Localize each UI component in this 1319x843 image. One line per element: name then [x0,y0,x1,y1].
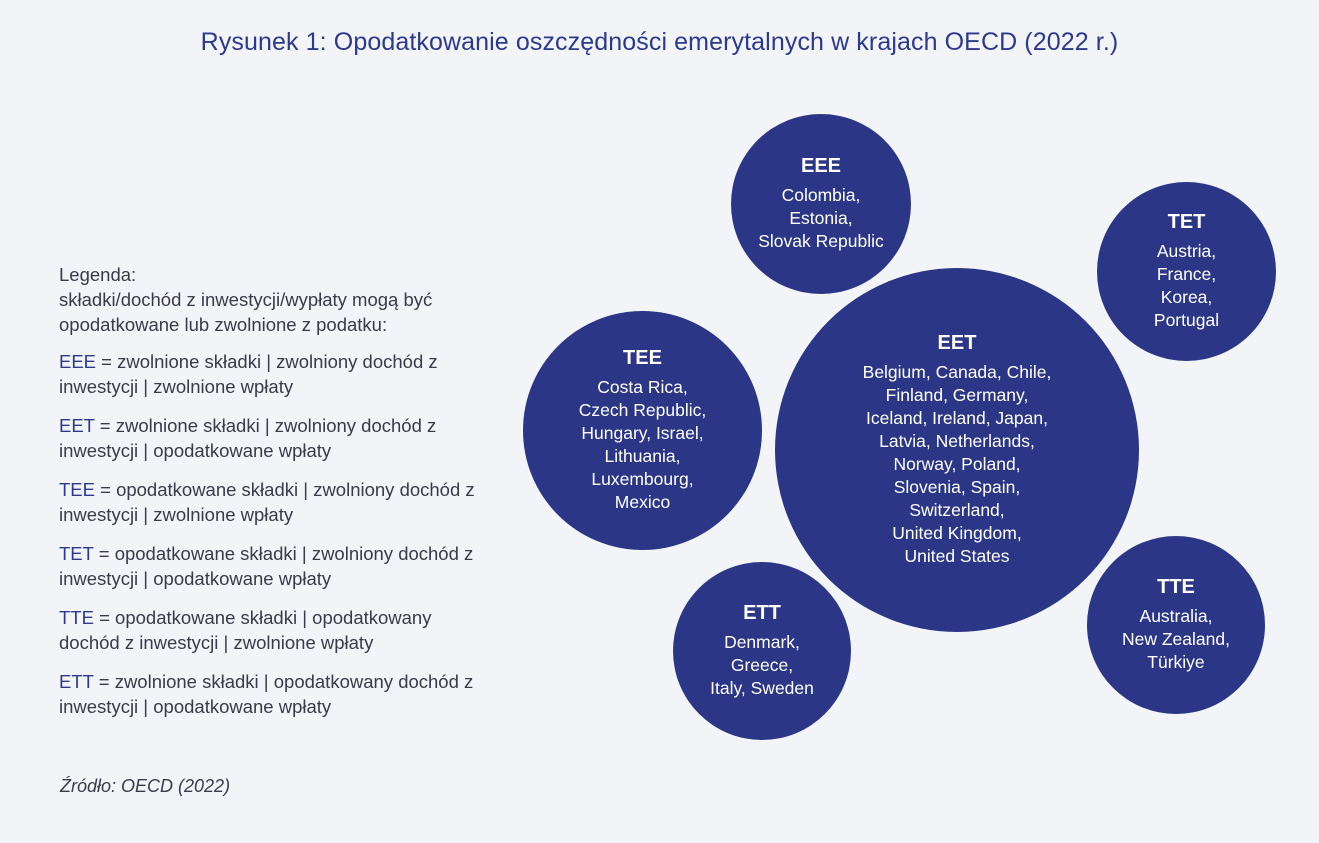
legend-text: = zwolnione składki | zwolniony dochód z inwestycji | opodatkowane wpłaty [59,415,437,461]
legend-code: TEE [59,479,95,500]
source-note: Źródło: OECD (2022) [60,776,231,796]
legend-text: = zwolnione składki | zwolniony dochód z inwestycji | zwolnione wpłaty [59,351,438,397]
legend-entry-tte [59,605,489,655]
bubble-tet [1097,182,1276,361]
legend-intro [59,262,489,337]
bubble-name: TTE [1157,576,1195,598]
figure-title: Rysunek 1: Opodatkowanie oszczędności emerytalnych w krajach OECD (2022 r.) [200,28,1119,56]
bubble-name: EET [937,332,977,354]
bubble-country-list: Denmark, Greece, Italy, Sweden [710,632,814,698]
bubble-tte [1087,536,1265,714]
bubble-country-list: Australia, New Zealand, Türkiye [1122,606,1230,672]
legend [59,262,489,733]
bubble-name: EEE [800,155,842,177]
legend-code: EEE [59,351,97,372]
legend-text: = opodatkowane składki | opodatkowany dochód z inwestycji | zwolnione wpłaty [59,607,432,653]
legend-text: = zwolnione składki | opodatkowany dochód z inwestycji | opodatkowane wpłaty [59,671,474,717]
bubble-country-list: Colombia, Estonia, Slovak Republic [758,185,884,251]
bubble-name: TEE [623,347,662,369]
bubble-eet [775,268,1139,632]
legend-text: = opodatkowane składki | zwolniony dochód z inwestycji | zwolnione wpłaty [59,479,475,525]
bubble-name: TET [1167,211,1206,233]
legend-entry-eee [59,349,489,399]
legend-text: = opodatkowane składki | zwolniony dochód z inwestycji | opodatkowane wpłaty [59,543,474,589]
legend-entry-ett [59,669,489,719]
legend-code: TET [59,543,94,564]
bubble-country-list: Belgium, Canada, Chile, Finland, Germany, Iceland, Ireland, Japan, Latvia, Netherlands, Norway, Poland, Slovenia, Spain, Switzerland, United Kingdom, United States [862,362,1052,566]
legend-heading: Legenda: [59,264,137,285]
bubble-country-list: Costa Rica, Czech Republic, Hungary, Israel, Lithuania, Luxembourg, Mexico [578,377,707,512]
legend-code: ETT [59,671,94,692]
bubble-country-list: Austria, France, Korea, Portugal [1153,241,1220,330]
legend-entry-tet [59,541,489,591]
bubble-eee [731,114,911,294]
legend-entry-tee [59,477,489,527]
bubble-name: ETT [743,602,781,624]
bubble-ett [673,562,851,740]
legend-code: TTE [59,607,94,628]
legend-description: składki/dochód z inwestycji/wypłaty mogą być opodatkowane lub zwolnione z podatku: [59,289,433,335]
legend-entry-eet [59,413,489,463]
bubble-tee [523,311,762,550]
legend-code: EET [59,415,95,436]
